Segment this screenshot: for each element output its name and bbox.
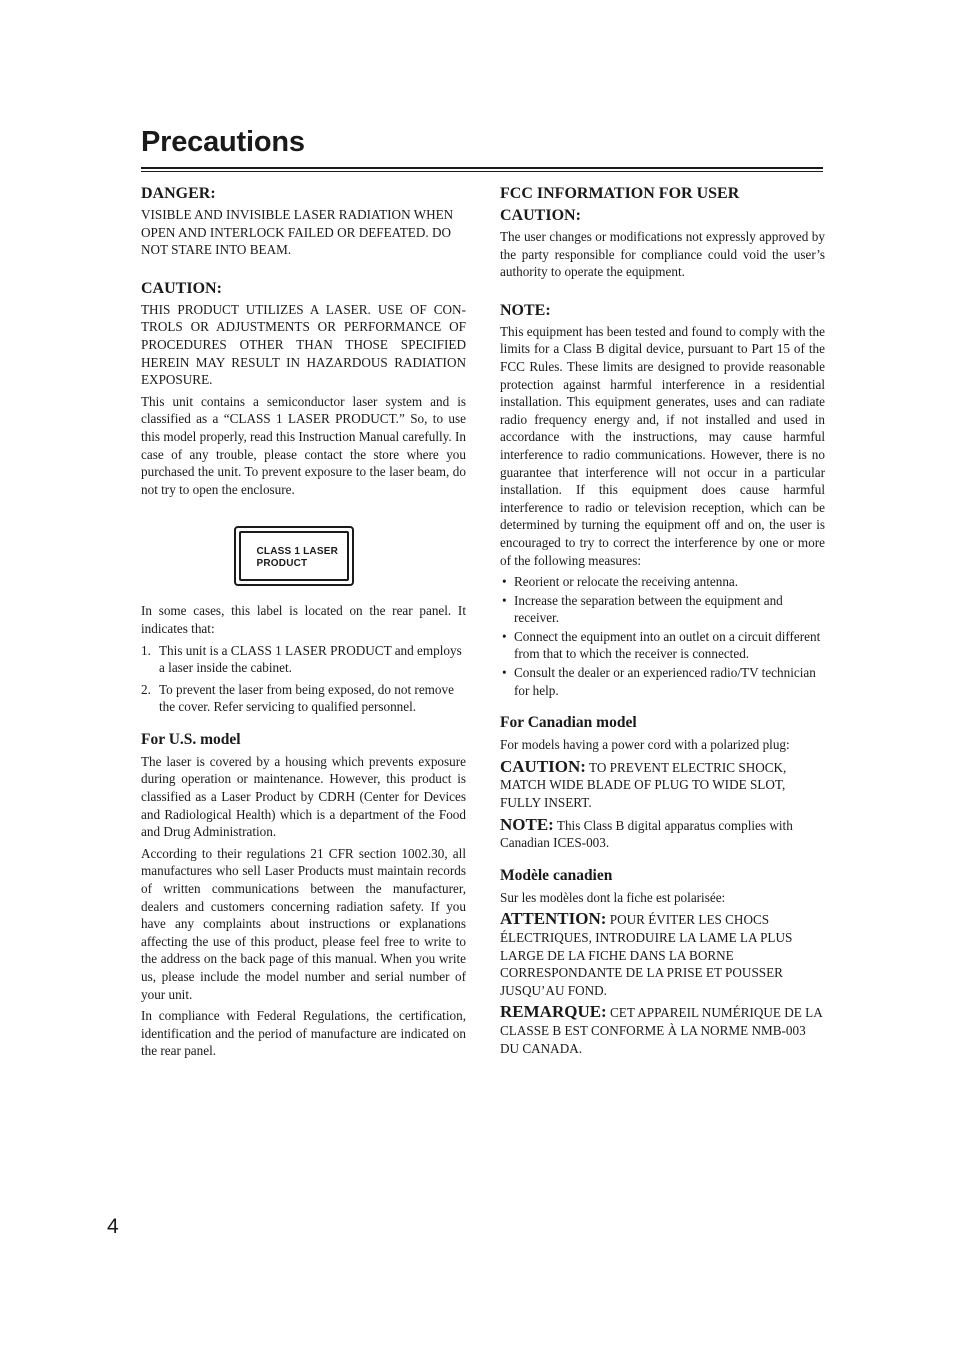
page-number: 4 xyxy=(107,1215,119,1238)
list-item xyxy=(500,628,825,663)
title-rule xyxy=(141,167,823,172)
canadien-remarque-text: CET APPAREIL NUMÉRIQUE DE LA CLASSE B EST CONFORME À LA NORME NMB-003 DU CANADA. xyxy=(500,1005,823,1056)
canadian-caution-label: CAUTION: xyxy=(500,756,586,776)
page-title: Precautions xyxy=(141,126,305,158)
list-text: This unit is a CLASS 1 LASER PRODUCT and employs a laser inside the cabinet. xyxy=(159,642,462,676)
fcc-caution-text: The user changes or modifications not expressly approved by the party responsible for compliance could void the user’s authority to operate the equipment. xyxy=(500,229,825,280)
canadian-caution-text: TO PREVENT ELECTRIC SHOCK, MATCH WIDE BLADE OF PLUG TO WIDE SLOT, FULLY INSERT. xyxy=(500,759,787,811)
laser-label-wrap xyxy=(121,526,466,586)
list-text: Reorient or relocate the receiving antenna. xyxy=(514,574,739,590)
danger-heading: DANGER: xyxy=(141,185,216,202)
list-item xyxy=(500,664,825,699)
us-model-p1: The laser is covered by a housing which prevents exposure during operation or maintenance. However, this product is classified as a Laser Product by CDRH (Center for Devices and Radiological Health) which is a department of the Food and Drug Administration. xyxy=(141,753,466,840)
class1-laser-label xyxy=(234,526,354,586)
caution-heading: CAUTION: xyxy=(141,279,222,297)
laser-label-inner xyxy=(239,531,349,581)
bullet-icon: • xyxy=(502,574,507,590)
canadian-intro: For models having a power cord with a polarized plug: xyxy=(500,737,790,753)
note-heading: NOTE: xyxy=(500,301,551,319)
label-intro: In some cases, this label is located on the rear panel. It indicates that: xyxy=(141,603,466,636)
canadien-attention-text: POUR ÉVITER LES CHOCS ÉLECTRIQUES, INTRODUIRE LA LAME LA PLUS LARGE DE LA FICHE DANS LA BORNE CORRESPONDANTE DE LA PRISE ET POUSSER JUSQU’AU FOND. xyxy=(500,912,793,998)
bullet-icon: • xyxy=(502,628,507,644)
list-number: 1. xyxy=(141,642,151,658)
fcc-heading: FCC INFORMATION FOR USER xyxy=(500,185,740,202)
note-text: This equipment has been tested and found to comply with the limits for a Class B digital device, pursuant to Part 15 of the FCC Rules. These limits are designed to provide reasonable protection against harmful interference in a residential installation. This equipment generates, uses and can radiate radio frequency energy and, if not installed and used in accordance with the instructions, may cause harmful interference to radio communications. However, there is no guarantee that interference will not occur in a particular installation. If this equipment does cause harmful interference to radio or television reception, which can be determined by turning the equipment off and on, the user is encouraged to try to correct the interference by one or more of the following measures: xyxy=(500,323,825,568)
canadien-intro: Sur les modèles dont la fiche est polarisée: xyxy=(500,889,726,905)
laser-label-line1: CLASS 1 LASER xyxy=(256,546,339,558)
list-item xyxy=(500,592,825,627)
list-text: Increase the separation between the equipment and receiver. xyxy=(514,592,783,626)
list-number: 2. xyxy=(141,681,151,697)
label-list xyxy=(141,642,466,716)
us-model-p2: According to their regulations 21 CFR section 1002.30, all manufactures who sell Laser Products must maintain records of written communications between the manufacturer, dealers and customers concerning radiation safety. If you have any complaints about instructions or explanations affecting the use of this product, please feel free to write to the address on the back page of this manual. When you write us, please include the model number and serial number of your unit. xyxy=(141,845,466,1002)
canadien-remarque xyxy=(500,1003,825,1057)
canadian-caution xyxy=(500,758,825,812)
caution-text: THIS PRODUCT UTILIZES A LASER. USE OF CONTROLS OR ADJUSTMENTS OR PERFORMANCE OF PROCEDURES OTHER THAN THOSE SPECIFIED HEREIN MAY RESULT IN HAZARDOUS RADIATION EXPOSURE. xyxy=(141,301,466,388)
canadien-attention-label: ATTENTION: xyxy=(500,909,607,929)
canadian-note xyxy=(500,816,825,852)
bullet-icon: • xyxy=(502,665,507,681)
canadien-attention xyxy=(500,910,825,999)
fcc-caution-heading: CAUTION: xyxy=(500,207,581,224)
list-text: Connect the equipment into an outlet on a circuit different from that to which the receiver is connected. xyxy=(514,628,821,662)
canadien-remarque-label: REMARQUE: xyxy=(500,1002,607,1022)
right-column xyxy=(500,184,825,1061)
canadian-heading: For Canadian model xyxy=(500,714,637,732)
note-bullets xyxy=(500,573,825,699)
list-text: Consult the dealer or an experienced radio/TV technician for help. xyxy=(514,665,816,698)
list-item xyxy=(141,681,466,716)
us-model-p3: In compliance with Federal Regulations, the certification, identification and the period of manufacture are indicated on the rear panel. xyxy=(141,1008,466,1059)
canadien-heading: Modèle canadien xyxy=(500,866,613,884)
left-column xyxy=(141,184,466,1064)
us-model-heading: For U.S. model xyxy=(141,730,241,748)
canadian-note-text: This Class B digital apparatus complies with Canadian ICES-003. xyxy=(500,817,793,851)
list-text: To prevent the laser from being exposed, do not remove the cover. Refer servicing to qualified personnel. xyxy=(159,681,454,715)
bullet-icon: • xyxy=(502,592,507,608)
list-item xyxy=(141,642,466,677)
caution-paragraph: This unit contains a semiconductor laser system and is classified as a “CLASS 1 LASER PRODUCT.” So, to use this model properly, read this Instruction Manual carefully. In case of any trouble, please contact the store where you purchased the unit. To prevent exposure to the laser beam, do not try to open the enclosure. xyxy=(141,393,466,497)
laser-label-line2: PRODUCT xyxy=(256,558,308,570)
canadian-note-label: NOTE: xyxy=(500,814,554,834)
list-item xyxy=(500,573,825,591)
danger-text: VISIBLE AND INVISIBLE LASER RADIATION WHEN OPEN AND INTERLOCK FAILED OR DEFEATED. DO NOT STARE INTO BEAM. xyxy=(141,207,454,258)
